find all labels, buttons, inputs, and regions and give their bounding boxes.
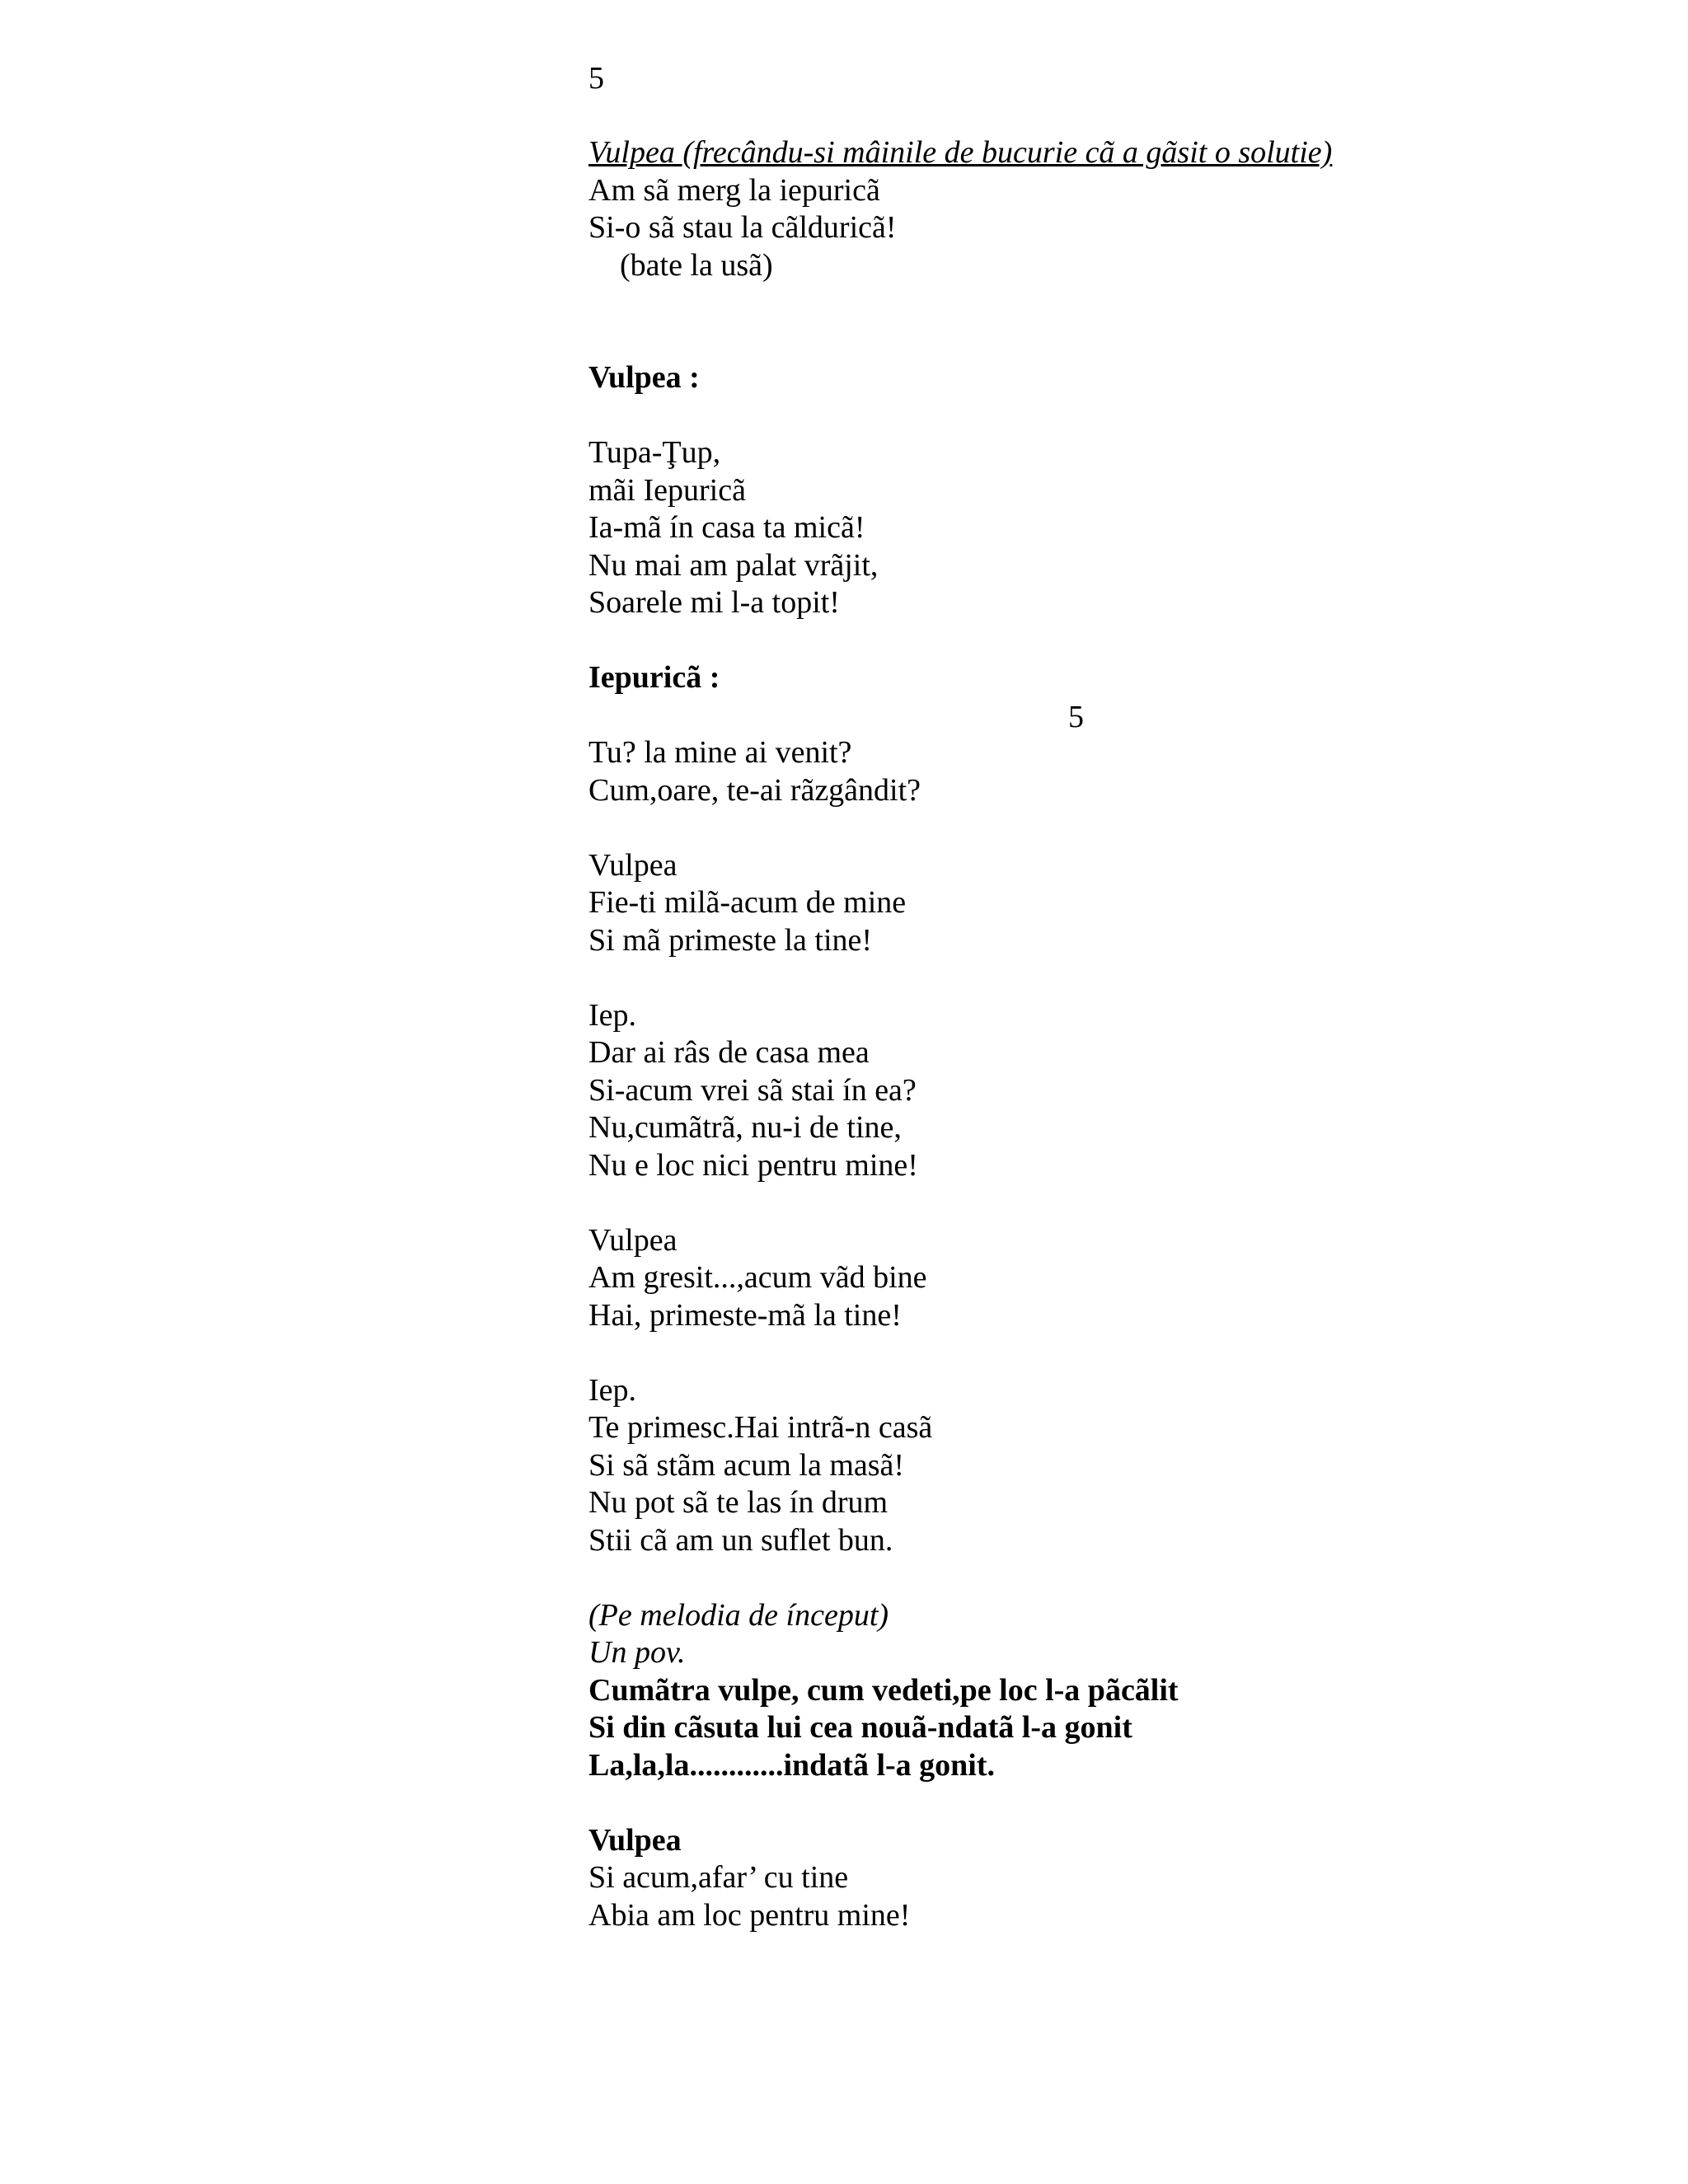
page-number-duplicate: 5 [1068,700,1084,734]
speaker-name: Vulpea : [588,360,700,395]
speaker-name: Vulpea [588,1822,682,1858]
spacer [588,1559,1578,1597]
verse-line: Stii cã am un suflet bun. [588,1522,893,1558]
verse-line: Nu e loc nici pentru mine! [588,1147,918,1183]
speaker-name: Vulpea [588,1222,678,1258]
verse-line: Soarele mi l-a topit! [588,585,840,620]
page-number: 5 [588,61,604,96]
spacer [588,1334,1578,1372]
stage-direction: (Pe melodia de ínceput) [588,1597,889,1633]
stage-direction: Vulpea (frecându-si mâinile de bucurie cã a gãsit o solutie) [588,135,1333,170]
verse-line: Nu pot sã te las ín drum [588,1485,889,1520]
spacer [588,397,1578,435]
song-line: Cumãtra vulpe, cum vedeti,pe loc l-a pãcãlit [588,1672,1179,1708]
speaker-name: Vulpea [588,847,678,883]
spacer [588,284,1578,359]
script-text [588,134,1578,1934]
spacer [588,697,1578,735]
verse-line: Tupa-Ţup, [588,435,721,470]
speaker-name: Iep. [588,1372,637,1408]
verse-line: Abia am loc pentru mine! [588,1897,911,1933]
spacer [588,959,1578,997]
spacer [588,1184,1578,1222]
verse-line: Nu mai am palat vrãjit, [588,547,879,583]
verse-line: Si-o sã stau la cãlduricã! [588,210,897,245]
verse-line: Hai, primeste-mã la tine! [588,1297,902,1333]
verse-line: Te primesc.Hai intrã-n casã [588,1410,933,1445]
spacer [588,809,1578,847]
verse-line: Si sã stãm acum la masã! [588,1447,905,1483]
speaker-name: Iepuricã : [588,660,720,695]
verse-line: Dar ai râs de casa mea [588,1035,870,1070]
verse-line: Ia-mã ín casa ta micã! [588,510,865,545]
verse-line: Am sã merg la iepuricã [588,172,880,208]
spacer [588,1784,1578,1822]
speaker-name: Iep. [588,997,637,1033]
verse-line: Fie-ti milã-acum de mine [588,885,907,920]
verse-line: Nu,cumãtrã, nu-i de tine, [588,1110,902,1145]
speaker-name: Un pov. [588,1635,686,1670]
stage-direction: (bate la usã) [620,247,773,283]
verse-line: Am gresit...,acum vãd bine [588,1260,927,1295]
spacer [588,622,1578,660]
verse-line: mãi Iepuricã [588,472,746,508]
verse-line: Si mã primeste la tine! [588,922,873,958]
verse-line: Tu? la mine ai venit? [588,735,852,770]
verse-line: Si acum,afar’ cu tine [588,1860,849,1895]
song-line: Si din cãsuta lui cea nouã-ndatã l-a gonit [588,1710,1132,1745]
verse-line: Cum,oare, te-ai rãzgândit? [588,772,921,808]
verse-line: Si-acum vrei sã stai ín ea? [588,1072,917,1108]
song-line: La,la,la............indatã l-a gonit. [588,1747,995,1783]
